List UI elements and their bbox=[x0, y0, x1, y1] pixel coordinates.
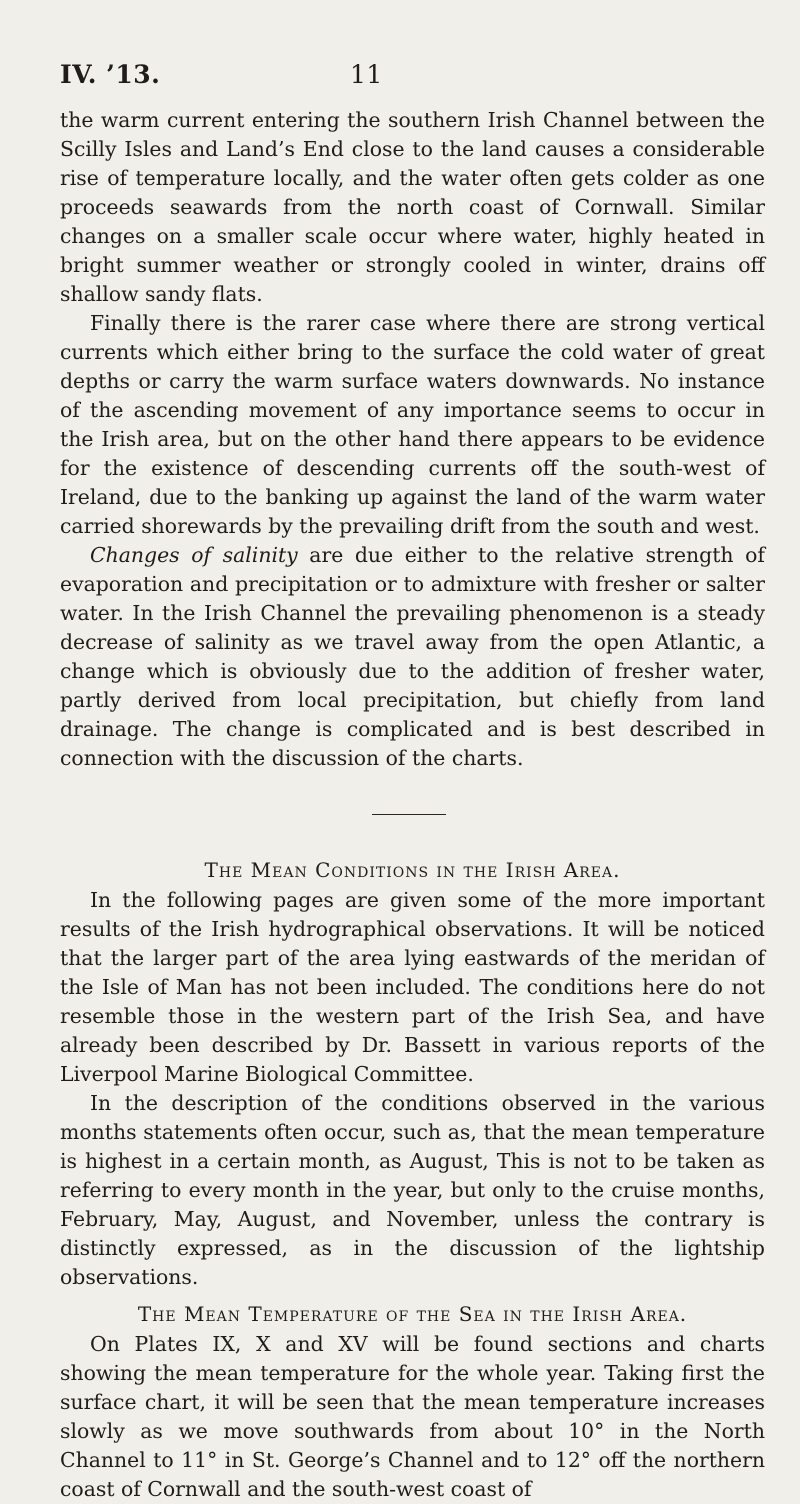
paragraph: In the following pages are given some of the more important results of the Irish hydrographical observations. It will be noticed that the larger part of the area lying eastwards of the meridan of the Isle of Man has not been included. The conditions here do not resemble those in the western part of the Irish Sea, and have already been described by Dr. Bassett in various reports of the Liverpool Marine Biological Committee. bbox=[60, 888, 765, 1086]
paragraph: On Plates IX, X and XV will be found sections and charts showing the mean temperature for the whole year. Taking first the surface chart, it will be seen that the mean temperature increases slowly as we move southwards from about 10° in the North Channel to 11° in St. George’s Channel and to 12° off the northern coast of Cornwall and the south-west coast of bbox=[60, 1332, 765, 1501]
salinity-paragraph bbox=[60, 541, 765, 773]
section-heading: The Mean Conditions in the Irish Area. bbox=[204, 858, 621, 882]
volume-label: IV. ’13. bbox=[60, 60, 161, 89]
section-heading: The Mean Temperature of the Sea in the Irish Area. bbox=[137, 1302, 688, 1326]
page-number: 11 bbox=[350, 60, 383, 89]
body-text bbox=[60, 106, 765, 1504]
salinity-lead: Changes of salinity bbox=[90, 543, 298, 567]
paragraph: the warm current entering the southern Irish Channel between the Scilly Isles and Land’s End close to the land causes a considerable rise of temperature locally, and the water often gets colder as one proceeds seawards from the north coast of Cornwall. Similar changes on a smaller scale occur where water, highly heated in bright summer weather or strongly cooled in winter, drains off shallow sandy flats. bbox=[60, 108, 765, 306]
section-divider bbox=[372, 814, 446, 815]
salinity-text: are due either to the relative strength of evaporation and precipitation or to admixture with fresher or salter water. In the Irish Channel the prevailing phenomenon is a steady decrease of salinity as we travel away from the open Atlantic, a change which is obviously due to the addition of fresher water, partly derived from local precipitation, but chiefly from land drainage. The change is complicated and is best described in connection with the discussion of the charts. bbox=[60, 543, 765, 770]
paragraph: In the description of the conditions observed in the various months statements often occur, such as, that the mean temperature is highest in a certain month, as August, This is not to be taken as referring to every month in the year, but only to the cruise months, February, May, August, and November, unless the contrary is distinctly expressed, as in the discussion of the lightship observations. bbox=[60, 1091, 765, 1289]
paragraph: Finally there is the rarer case where there are strong vertical currents which either bring to the surface the cold water of great depths or carry the warm surface waters downwards. No instance of the ascending movement of any importance seems to occur in the Irish area, but on the other hand there appears to be evidence for the existence of descending currents off the south-west of Ireland, due to the banking up against the land of the warm water carried shorewards by the prevailing drift from the south and west. bbox=[60, 311, 765, 538]
